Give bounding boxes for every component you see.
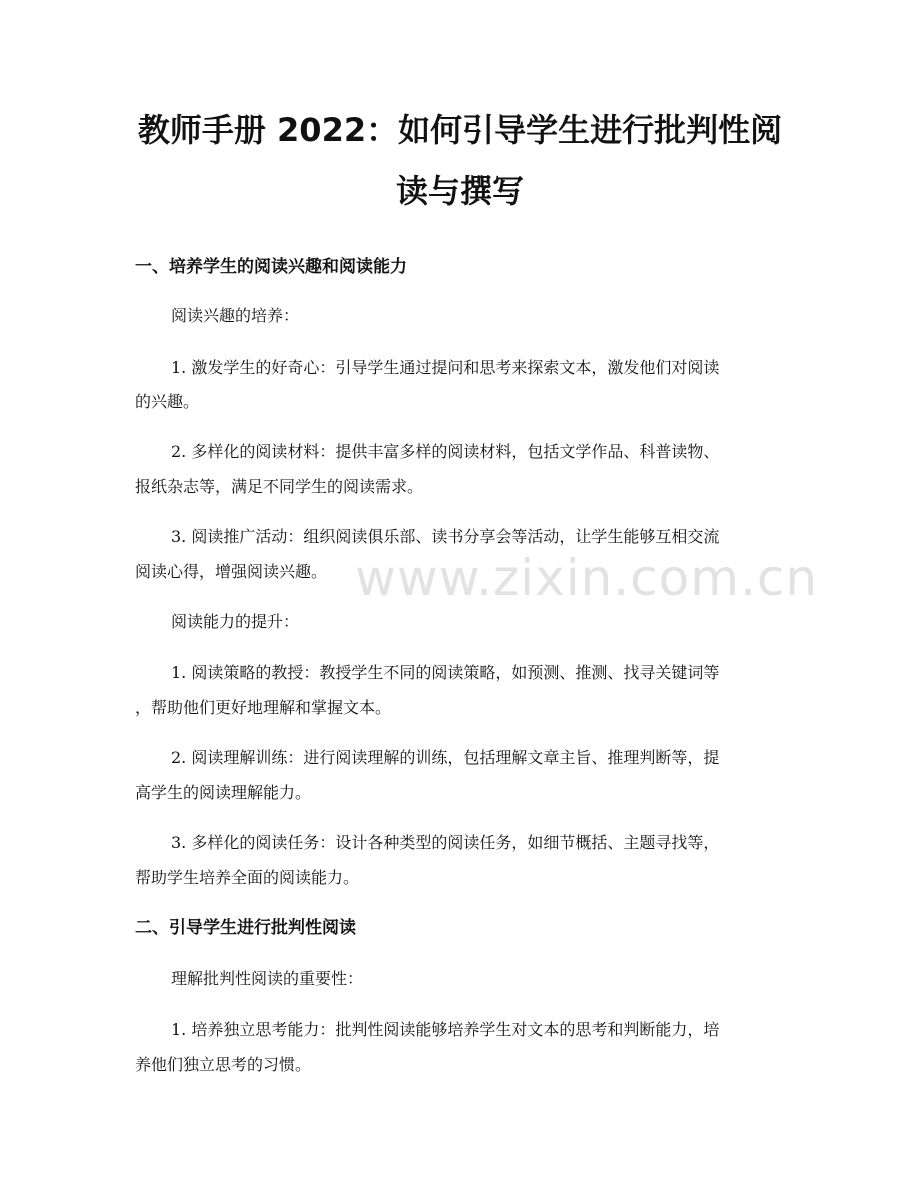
paragraph-line: 2. 多样化的阅读材料：提供丰富多样的阅读材料，包括文学作品、科普读物、 — [171, 442, 720, 461]
paragraph-line: 阅读心得，增强阅读兴趣。 — [135, 562, 328, 581]
subheading-reading-ability: 阅读能力的提升： — [171, 612, 300, 631]
paragraph-line: 2. 阅读理解训练：进行阅读理解的训练，包括理解文章主旨、推理判断等，提 — [171, 748, 720, 767]
paragraph-line: 帮助学生培养全面的阅读能力。 — [135, 868, 360, 887]
document-title-line-1: 教师手册 2022：如何引导学生进行批判性阅 — [137, 111, 783, 149]
section-heading-2: 二、引导学生进行批判性阅读 — [135, 918, 356, 938]
document-title-line-2: 读与撰写 — [395, 172, 524, 210]
paragraph-line: 3. 阅读推广活动：组织阅读俱乐部、读书分享会等活动，让学生能够互相交流 — [171, 527, 720, 546]
paragraph-line: 1. 培养独立思考能力：批判性阅读能够培养学生对文本的思考和判断能力，培 — [171, 1020, 720, 1039]
paragraph-line: 高学生的阅读理解能力。 — [135, 783, 312, 802]
paragraph-line: 养他们独立思考的习惯。 — [135, 1055, 312, 1074]
paragraph-line: 1. 激发学生的好奇心：引导学生通过提问和思考来探索文本，激发他们对阅读 — [171, 358, 720, 377]
paragraph-line: 报纸杂志等，满足不同学生的阅读需求。 — [135, 477, 424, 496]
subheading-reading-interest: 阅读兴趣的培养： — [171, 306, 300, 325]
section-heading-1: 一、培养学生的阅读兴趣和阅读能力 — [135, 257, 407, 277]
subheading-critical-reading: 理解批判性阅读的重要性： — [171, 969, 364, 988]
paragraph-line: ，帮助他们更好地理解和掌握文本。 — [135, 698, 392, 717]
paragraph-line: 1. 阅读策略的教授：教授学生不同的阅读策略，如预测、推测、找寻关键词等 — [171, 663, 720, 682]
watermark: www.zixin.com.cn — [355, 549, 819, 607]
paragraph-line: 3. 多样化的阅读任务：设计各种类型的阅读任务，如细节概括、主题寻找等， — [171, 833, 720, 852]
paragraph-line: 的兴趣。 — [135, 392, 200, 411]
